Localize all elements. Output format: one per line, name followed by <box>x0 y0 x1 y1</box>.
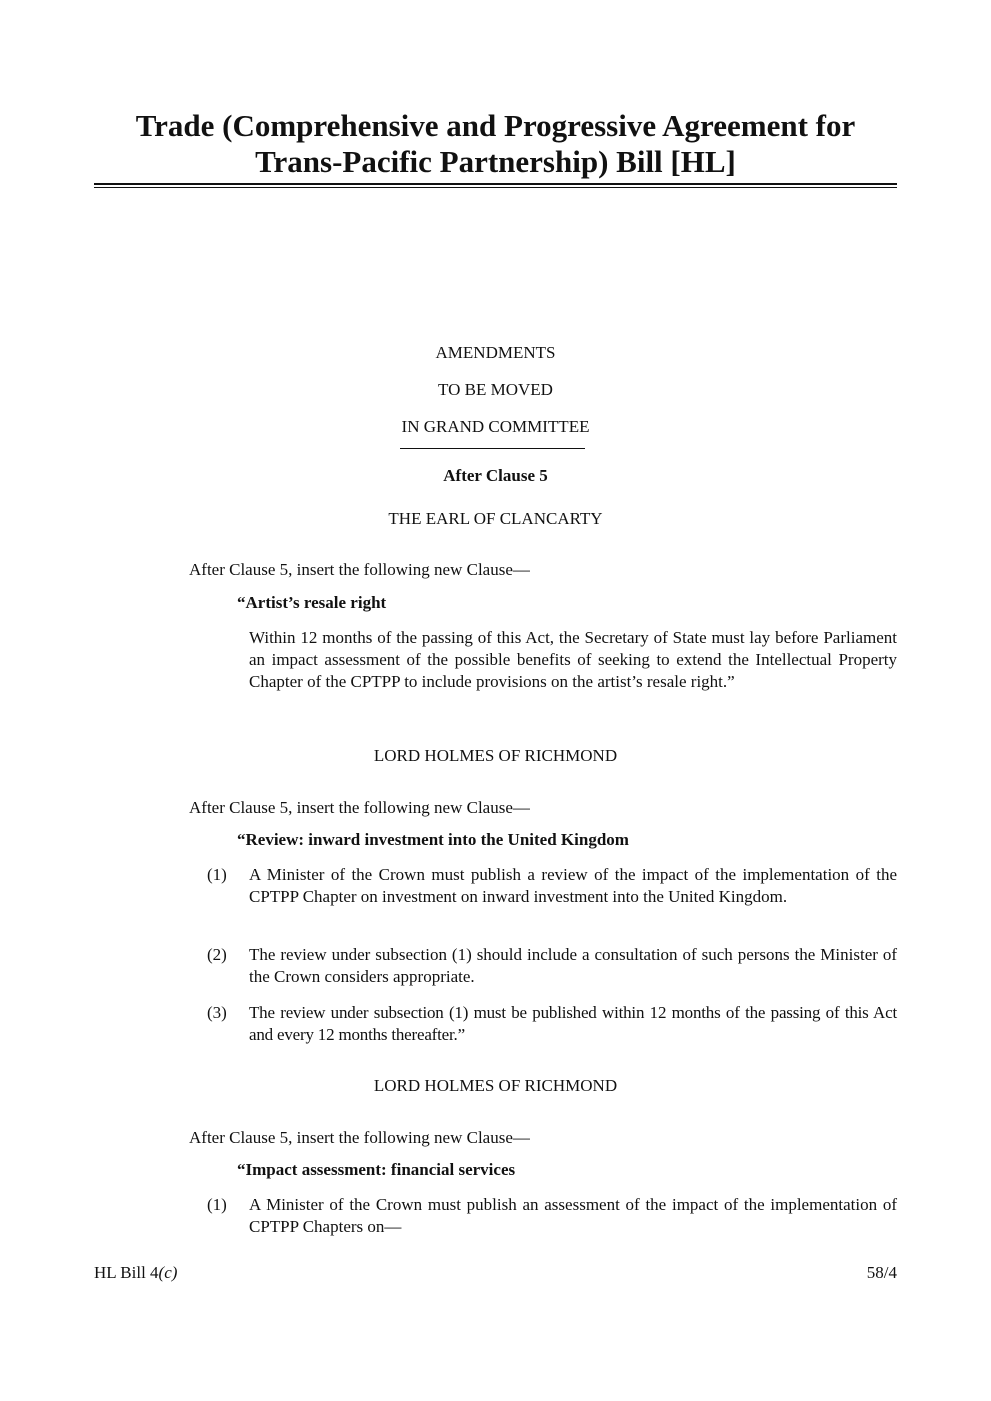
amendment-instruction: After Clause 5, insert the following new Clause— <box>189 798 530 817</box>
subsection-text: A Minister of the Crown must publish an assessment of the impact of the implementation of CPTPP Chapters on— <box>249 1195 897 1236</box>
footer-bill-number <box>94 1262 177 1284</box>
amendment-instruction: After Clause 5, insert the following new Clause— <box>189 560 530 579</box>
subsection-text: The review under subsection (1) must be published within 12 months of the passing of this Act and every 12 months thereafter.” <box>249 1003 897 1044</box>
clause-title: “Review: inward investment into the United Kingdom <box>237 830 629 849</box>
heading-rule <box>400 448 585 449</box>
subsection-text: The review under subsection (1) should include a consultation of such persons the Minister of the Crown considers appropriate. <box>249 945 897 986</box>
clause-title: “Impact assessment: financial services <box>237 1160 516 1179</box>
bill-prefix: HL Bill 4 <box>94 1263 159 1282</box>
title-rule-thin <box>94 187 897 188</box>
title-rule-thick <box>94 183 897 185</box>
section-heading: After Clause 5 <box>443 466 548 485</box>
subsection-number: (1) <box>207 865 227 884</box>
subsection-number: (2) <box>207 945 227 964</box>
subsection-number: (1) <box>207 1195 227 1214</box>
amendment-instruction: After Clause 5, insert the following new Clause— <box>189 1128 530 1147</box>
footer-page-ref: 58/4 <box>866 1263 897 1282</box>
mover-name: THE EARL OF CLANCARTY <box>388 509 603 528</box>
bill-suffix: (c) <box>158 1263 178 1282</box>
mover-name: LORD HOLMES OF RICHMOND <box>373 1076 618 1095</box>
clause-title: “Artist’s resale right <box>237 593 387 612</box>
mover-name: LORD HOLMES OF RICHMOND <box>373 746 618 765</box>
heading-to-be-moved: TO BE MOVED <box>438 380 553 399</box>
clause-text: Within 12 months of the passing of this Act, the Secretary of State must lay before Parliament an impact assessment of the possible benefits of seeking to extend the Intellectual Property Chapter of the CPTPP to include provisions on the artist’s resale right.” <box>249 628 897 691</box>
heading-amendments: AMENDMENTS <box>435 343 556 362</box>
heading-committee: IN GRAND COMMITTEE <box>401 417 590 436</box>
subsection-text: A Minister of the Crown must publish a review of the impact of the implementation of the CPTPP Chapter on investment on inward investment into the United Kingdom. <box>249 865 897 906</box>
bill-title: Trade (Comprehensive and Progressive Agreement for Trans-Pacific Partnership) Bill [HL] <box>135 108 856 179</box>
subsection-number: (3) <box>207 1003 227 1022</box>
